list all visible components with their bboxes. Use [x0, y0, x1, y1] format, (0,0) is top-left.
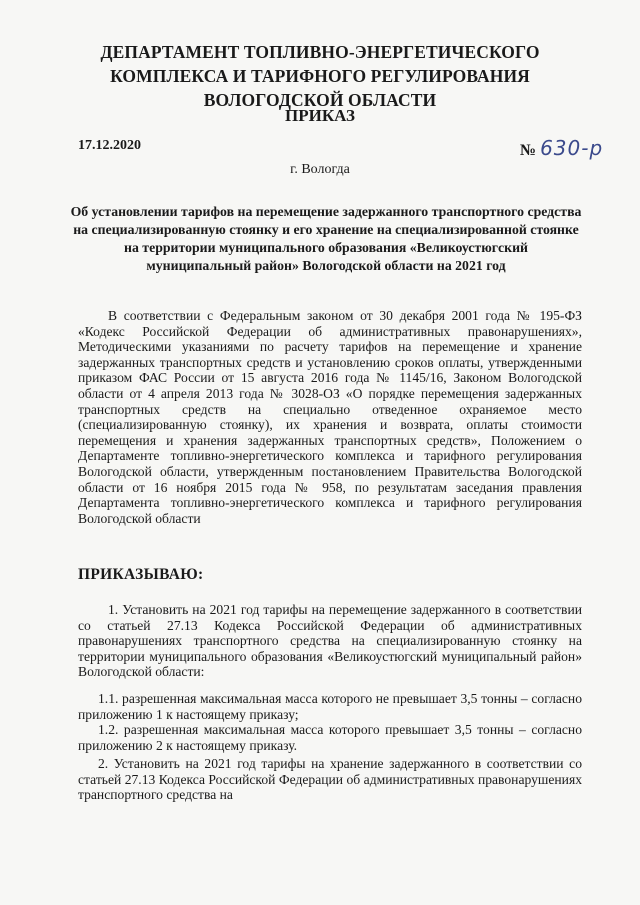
item-1-1-paragraph: 1.1. разрешенная максимальная масса которого не превышает 3,5 тонны – согласно приложению 1 к настоящему приказу; [78, 691, 582, 722]
city-line: г. Вологда [290, 162, 350, 177]
item-2-paragraph: 2. Установить на 2021 год тарифы на хранение задержанного в соответствии со статьей 27.13 Кодекса Российской Федерации об административных правонарушениях транспортного средства на [78, 756, 582, 803]
number-sign: № [520, 142, 537, 159]
decree-word: ПРИКАЗЫВАЮ: [78, 566, 204, 583]
item-1-paragraph: 1. Установить на 2021 год тарифы на перемещение задержанного в соответствии со статьей 27.13 Кодекса Российской Федерации об административных правонарушениях транспортного средства на специализированную стоянку на территории муниципального образования «Великоустюгский муниципальный район» Вологодской области: [78, 602, 582, 680]
handwritten-number: 630-р [540, 136, 604, 160]
preamble-paragraph: В соответствии с Федеральным законом от 30 декабря 2001 года № 195-ФЗ «Кодекс Российской Федерации об административных правонарушениях», Методическими указаниями по расчету тарифов на перемещение и хранение задержанных транспортных средств и установлению сроков оплаты, утвержденными приказом ФАС России от 15 августа 2016 года № 1145/16, Законом Вологодской области от 4 апреля 2013 года № 3028-ОЗ «О порядке перемещения задержанных транспортных средств на специально отведенное охраняемое место (специализированную стоянку), их хранения и возврата, оплаты стоимости перемещения и хранения задержанных транспортных средств», Положением о Департаменте топливно-энергетического комплекса и тарифного регулирования Вологодской области, утвержденным постановлением Правительства Вологодской области от 16 ноября 2015 года № 958, по результатам заседания правления Департамента топливно-энергетического комплекса и тарифного регулирования Вологодской области [78, 308, 582, 526]
order-number [520, 136, 603, 160]
department-heading: ДЕПАРТАМЕНТ ТОПЛИВНО-ЭНЕРГЕТИЧЕСКОГО КОМПЛЕКСА И ТАРИФНОГО РЕГУЛИРОВАНИЯ ВОЛОГОДСКОЙ ОБЛАСТИ [100, 42, 540, 110]
order-subject: Об установлении тарифов на перемещение задержанного транспортного средства на специализированную стоянку и его хранение на специализированной стоянке на территории муниципального образования «Великоустюгский муниципальный район» Вологодской области на 2021 год [70, 204, 582, 273]
document-type-title: ПРИКАЗ [285, 106, 355, 125]
item-1-2-paragraph: 1.2. разрешенная максимальная масса которого превышает 3,5 тонны – согласно приложению 2 к настоящему приказу. [78, 722, 582, 753]
order-date: 17.12.2020 [78, 138, 141, 153]
